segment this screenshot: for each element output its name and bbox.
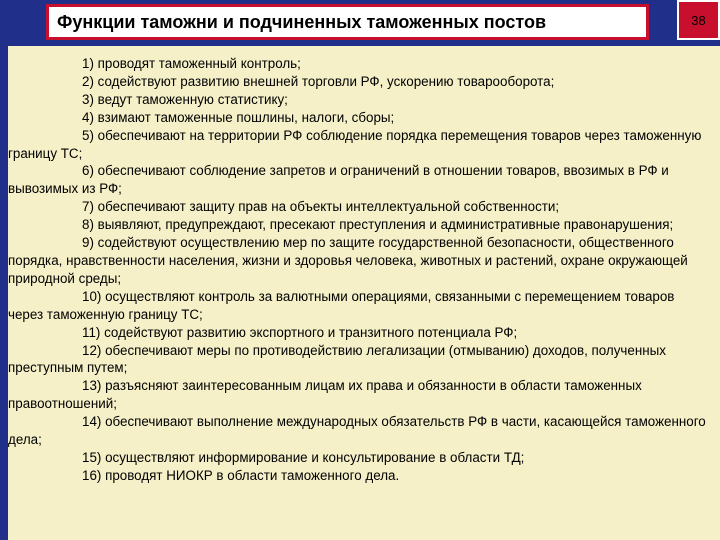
list-item: 3) ведут таможенную статистику;	[82, 91, 288, 107]
list-item: 15) осуществляют информирование и консультирование в области ТД;	[82, 449, 525, 465]
page-number: 38	[691, 12, 706, 28]
list-item: 1) проводят таможенный контроль;	[82, 56, 301, 71]
slide-title: Функции таможни и подчиненных таможенных постов	[57, 11, 547, 32]
page-number-box	[677, 0, 720, 40]
list-item: 4) взимают таможенные пошлины, налоги, сборы;	[82, 109, 395, 125]
list-item: 5) обеспечивают на территории РФ соблюдение порядка перемещения товаров через таможенную границу ТС;	[8, 127, 702, 161]
list-item: 12) обеспечивают меры по противодействию легализации (отмыванию) доходов, полученных преступным путем;	[8, 342, 666, 376]
list-item: 6) обеспечивают соблюдение запретов и ограничений в отношении товаров, ввозимых в РФ и вывозимых из РФ;	[8, 163, 669, 197]
list-item: 13) разъясняют заинтересованным лицам их права и обязанности в области таможенных правоотношений;	[8, 378, 642, 412]
functions-list	[8, 55, 712, 485]
list-item: 10) осуществляют контроль за валютными операциями, связанными с перемещением товаров через таможенную границу ТС;	[8, 288, 675, 322]
list-item: 2) содействуют развитию внешней торговли РФ, ускорению товарооборота;	[82, 73, 555, 89]
title-box	[46, 4, 649, 40]
list-item: 8) выявляют, предупреждают, пресекают преступления и административные правонарушения;	[82, 217, 674, 233]
list-item: 16) проводят НИОКР в области таможенного дела.	[82, 467, 400, 483]
list-item: 11) содействуют развитию экспортного и транзитного потенциала РФ;	[82, 324, 518, 340]
list-item: 14) обеспечивают выполнение международных обязательств РФ в части, касающейся таможенного дела;	[8, 414, 706, 448]
list-item: 7) обеспечивают защиту прав на объекты интеллектуальной собственности;	[82, 199, 560, 215]
left-edge-band	[0, 0, 8, 540]
list-item: 9) содействуют осуществлению мер по защите государственной безопасности, общественного порядка, нравственности населения, жизни и здоровья человека, животных и растений, охране окружающей природной среды;	[8, 235, 688, 286]
